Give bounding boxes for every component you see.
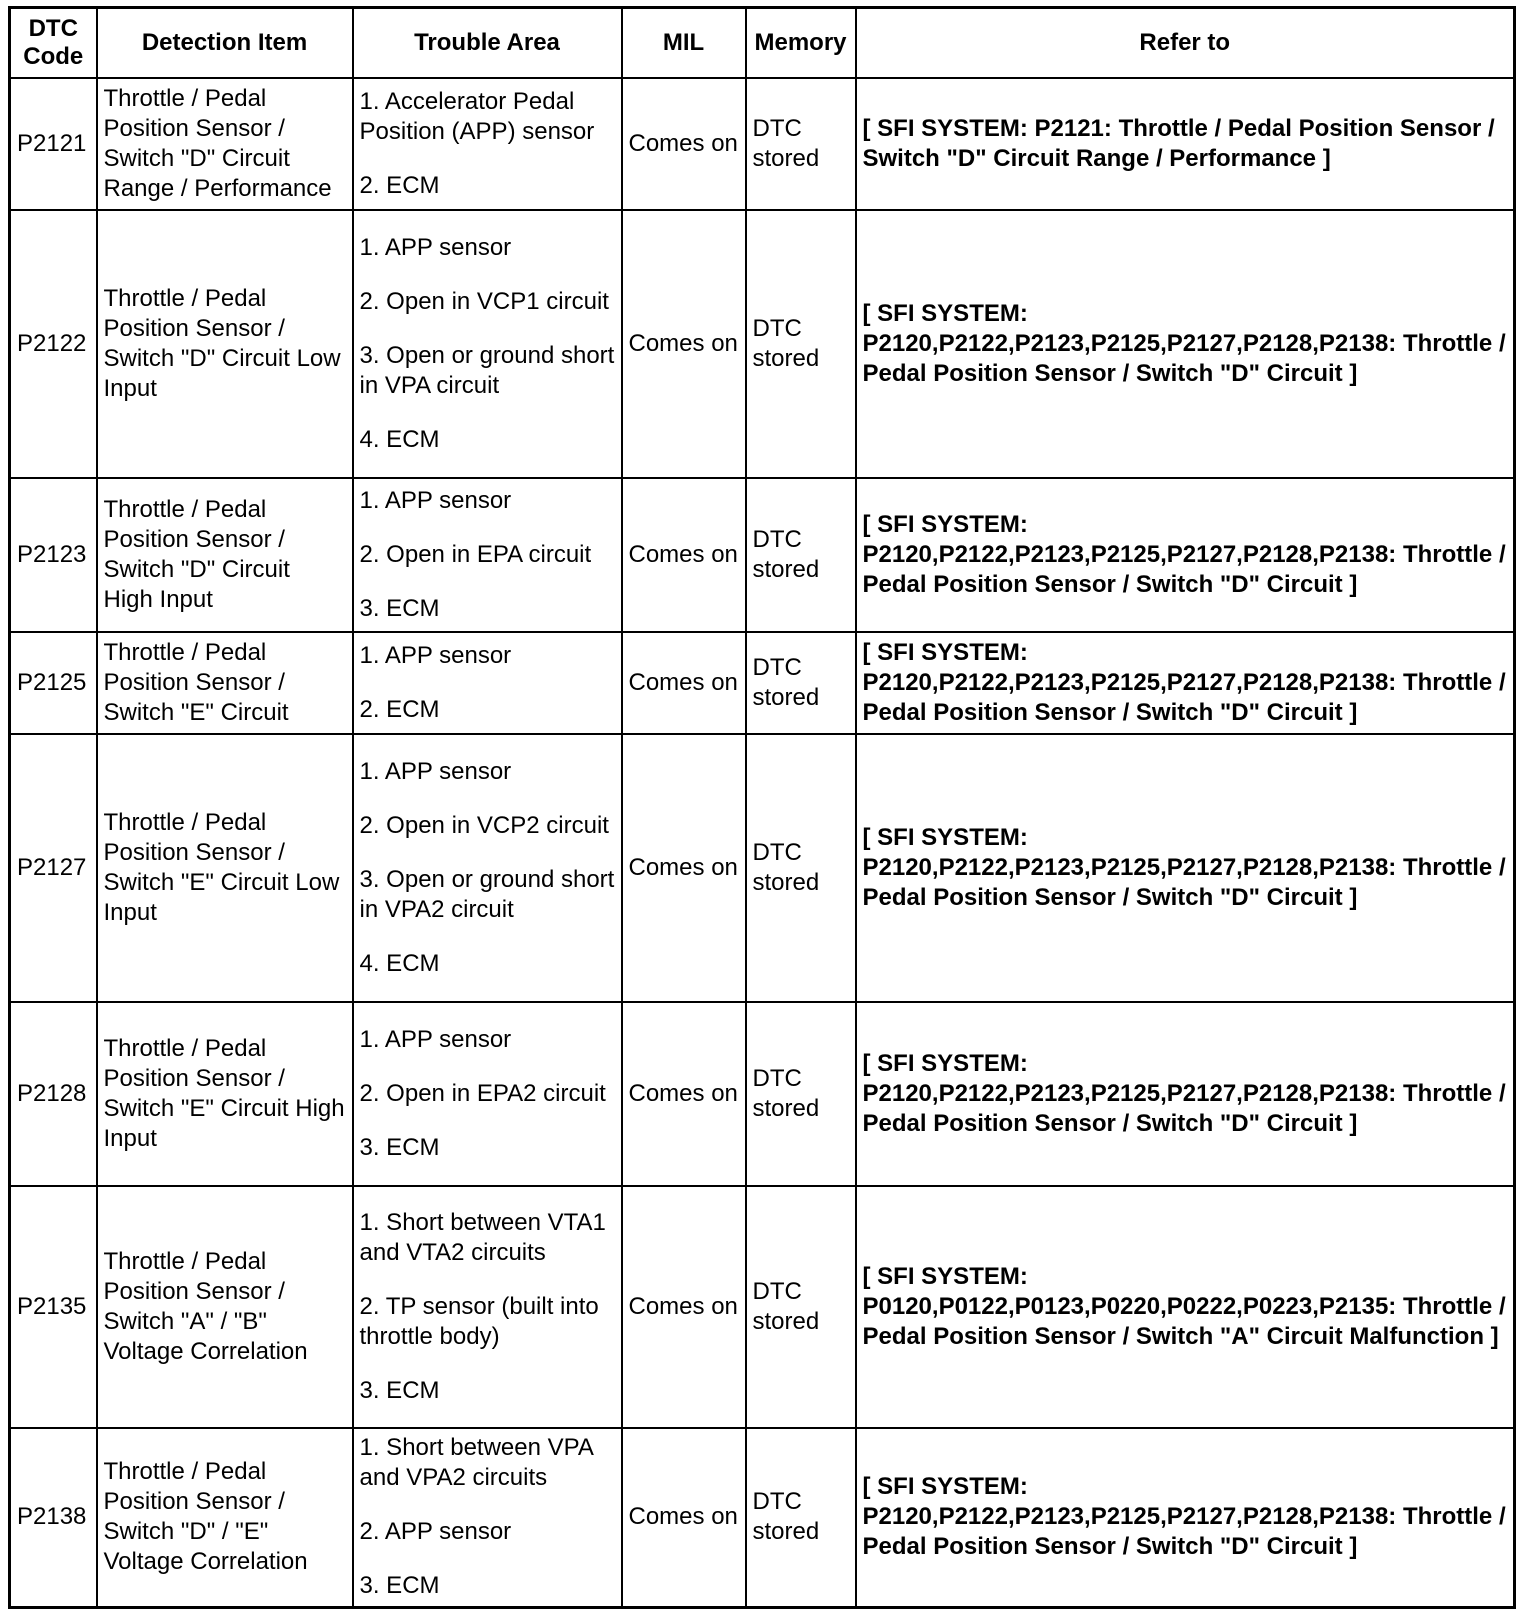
trouble-area-item: 3. Open or ground short in VPA2 circuit	[359, 865, 615, 923]
trouble-area-item: 2. Open in EPA circuit	[359, 540, 592, 568]
table-row	[10, 1186, 1515, 1428]
trouble-area-item: 2. TP sensor (built into throttle body)	[359, 1292, 599, 1350]
detection-item-cell: Throttle / Pedal Position Sensor / Switch "E" Circuit	[97, 632, 353, 734]
mil-cell: Comes on	[622, 1428, 746, 1608]
trouble-area-item: 2. ECM	[359, 171, 440, 199]
refer-to-cell: [ SFI SYSTEM: P2120,P2122,P2123,P2125,P2127,P2128,P2138: Throttle / Pedal Position Sensor / Switch "D" Circuit ]	[856, 210, 1515, 478]
detection-item-cell: Throttle / Pedal Position Sensor / Switch "D" Circuit Low Input	[97, 210, 353, 478]
trouble-area-item: 1. Short between VPA and VPA2 circuits	[359, 1434, 593, 1492]
mil-cell: Comes on	[622, 478, 746, 632]
trouble-area-item: 1. APP sensor	[359, 757, 512, 785]
table-row	[10, 734, 1515, 1002]
trouble-area-item: 3. ECM	[359, 1133, 440, 1161]
trouble-area-item: 3. Open or ground short in VPA circuit	[359, 341, 615, 399]
refer-to-cell: [ SFI SYSTEM: P2120,P2122,P2123,P2125,P2127,P2128,P2138: Throttle / Pedal Position Sensor / Switch "D" Circuit ]	[856, 478, 1515, 632]
table-row	[10, 210, 1515, 478]
memory-cell: DTC stored	[746, 78, 856, 210]
table-row	[10, 78, 1515, 210]
dtc-code-cell: P2135	[10, 1186, 97, 1428]
trouble-area-item: 2. APP sensor	[359, 1518, 512, 1546]
trouble-area-item: 2. Open in VCP2 circuit	[359, 811, 609, 839]
trouble-area-item: 3. ECM	[359, 1572, 440, 1600]
trouble-area-item: 4. ECM	[359, 425, 440, 453]
trouble-area-item: 2. Open in EPA2 circuit	[359, 1079, 606, 1107]
detection-item-cell: Throttle / Pedal Position Sensor / Switch "D" Circuit Range / Performance	[97, 78, 353, 210]
refer-to-cell: [ SFI SYSTEM: P2120,P2122,P2123,P2125,P2127,P2128,P2138: Throttle / Pedal Position Sensor / Switch "D" Circuit ]	[856, 1428, 1515, 1608]
dtc-table	[8, 6, 1516, 1609]
trouble-area-item: 1. Short between VTA1 and VTA2 circuits	[359, 1208, 606, 1266]
dtc-code-cell: P2123	[10, 478, 97, 632]
memory-cell: DTC stored	[746, 1428, 856, 1608]
trouble-area-item: 1. APP sensor	[359, 233, 512, 261]
header-refer-to: Refer to	[856, 8, 1515, 78]
trouble-area-cell	[353, 78, 622, 210]
dtc-code-cell: P2127	[10, 734, 97, 1002]
memory-cell: DTC stored	[746, 632, 856, 734]
memory-cell: DTC stored	[746, 478, 856, 632]
dtc-code-cell: P2128	[10, 1002, 97, 1186]
table-row	[10, 1428, 1515, 1608]
trouble-area-cell	[353, 734, 622, 1002]
detection-item-cell: Throttle / Pedal Position Sensor / Switch "E" Circuit High Input	[97, 1002, 353, 1186]
trouble-area-item: 1. APP sensor	[359, 1025, 512, 1053]
table-row	[10, 478, 1515, 632]
dtc-code-cell: P2138	[10, 1428, 97, 1608]
mil-cell: Comes on	[622, 734, 746, 1002]
detection-item-cell: Throttle / Pedal Position Sensor / Switch "D" Circuit High Input	[97, 478, 353, 632]
trouble-area-item: 2. ECM	[359, 695, 440, 723]
refer-to-cell: [ SFI SYSTEM: P2121: Throttle / Pedal Position Sensor / Switch "D" Circuit Range / Performance ]	[856, 78, 1515, 210]
trouble-area-cell	[353, 210, 622, 478]
memory-cell: DTC stored	[746, 210, 856, 478]
trouble-area-cell	[353, 478, 622, 632]
trouble-area-cell	[353, 1428, 622, 1608]
dtc-code-cell: P2121	[10, 78, 97, 210]
refer-to-cell: [ SFI SYSTEM: P2120,P2122,P2123,P2125,P2127,P2128,P2138: Throttle / Pedal Position Sensor / Switch "D" Circuit ]	[856, 1002, 1515, 1186]
memory-cell: DTC stored	[746, 734, 856, 1002]
mil-cell: Comes on	[622, 632, 746, 734]
refer-to-cell: [ SFI SYSTEM: P0120,P0122,P0123,P0220,P0222,P0223,P2135: Throttle / Pedal Position Sensor / Switch "A" Circuit Malfunction ]	[856, 1186, 1515, 1428]
trouble-area-item: 2. Open in VCP1 circuit	[359, 287, 609, 315]
refer-to-cell: [ SFI SYSTEM: P2120,P2122,P2123,P2125,P2127,P2128,P2138: Throttle / Pedal Position Sensor / Switch "D" Circuit ]	[856, 734, 1515, 1002]
mil-cell: Comes on	[622, 1002, 746, 1186]
header-trouble-area: Trouble Area	[353, 8, 622, 78]
detection-item-cell: Throttle / Pedal Position Sensor / Switch "D" / "E" Voltage Correlation	[97, 1428, 353, 1608]
header-mil: MIL	[622, 8, 746, 78]
dtc-code-cell: P2125	[10, 632, 97, 734]
trouble-area-cell	[353, 1186, 622, 1428]
trouble-area-cell	[353, 632, 622, 734]
memory-cell: DTC stored	[746, 1186, 856, 1428]
memory-cell: DTC stored	[746, 1002, 856, 1186]
trouble-area-item: 1. APP sensor	[359, 641, 512, 669]
trouble-area-cell	[353, 1002, 622, 1186]
detection-item-cell: Throttle / Pedal Position Sensor / Switch "E" Circuit Low Input	[97, 734, 353, 1002]
trouble-area-item: 1. APP sensor	[359, 486, 512, 514]
header-row	[10, 8, 1515, 78]
table-row	[10, 1002, 1515, 1186]
table-body	[10, 78, 1515, 1608]
trouble-area-item: 3. ECM	[359, 594, 440, 622]
trouble-area-item: 3. ECM	[359, 1376, 440, 1404]
mil-cell: Comes on	[622, 1186, 746, 1428]
mil-cell: Comes on	[622, 210, 746, 478]
header-memory: Memory	[746, 8, 856, 78]
mil-cell: Comes on	[622, 78, 746, 210]
detection-item-cell: Throttle / Pedal Position Sensor / Switch "A" / "B" Voltage Correlation	[97, 1186, 353, 1428]
dtc-code-cell: P2122	[10, 210, 97, 478]
header-detection-item: Detection Item	[97, 8, 353, 78]
trouble-area-item: 1. Accelerator Pedal Position (APP) sensor	[359, 87, 595, 145]
header-dtc-code: DTC Code	[10, 8, 97, 78]
refer-to-cell: [ SFI SYSTEM: P2120,P2122,P2123,P2125,P2127,P2128,P2138: Throttle / Pedal Position Sensor / Switch "D" Circuit ]	[856, 632, 1515, 734]
trouble-area-item: 4. ECM	[359, 949, 440, 977]
table-row	[10, 632, 1515, 734]
